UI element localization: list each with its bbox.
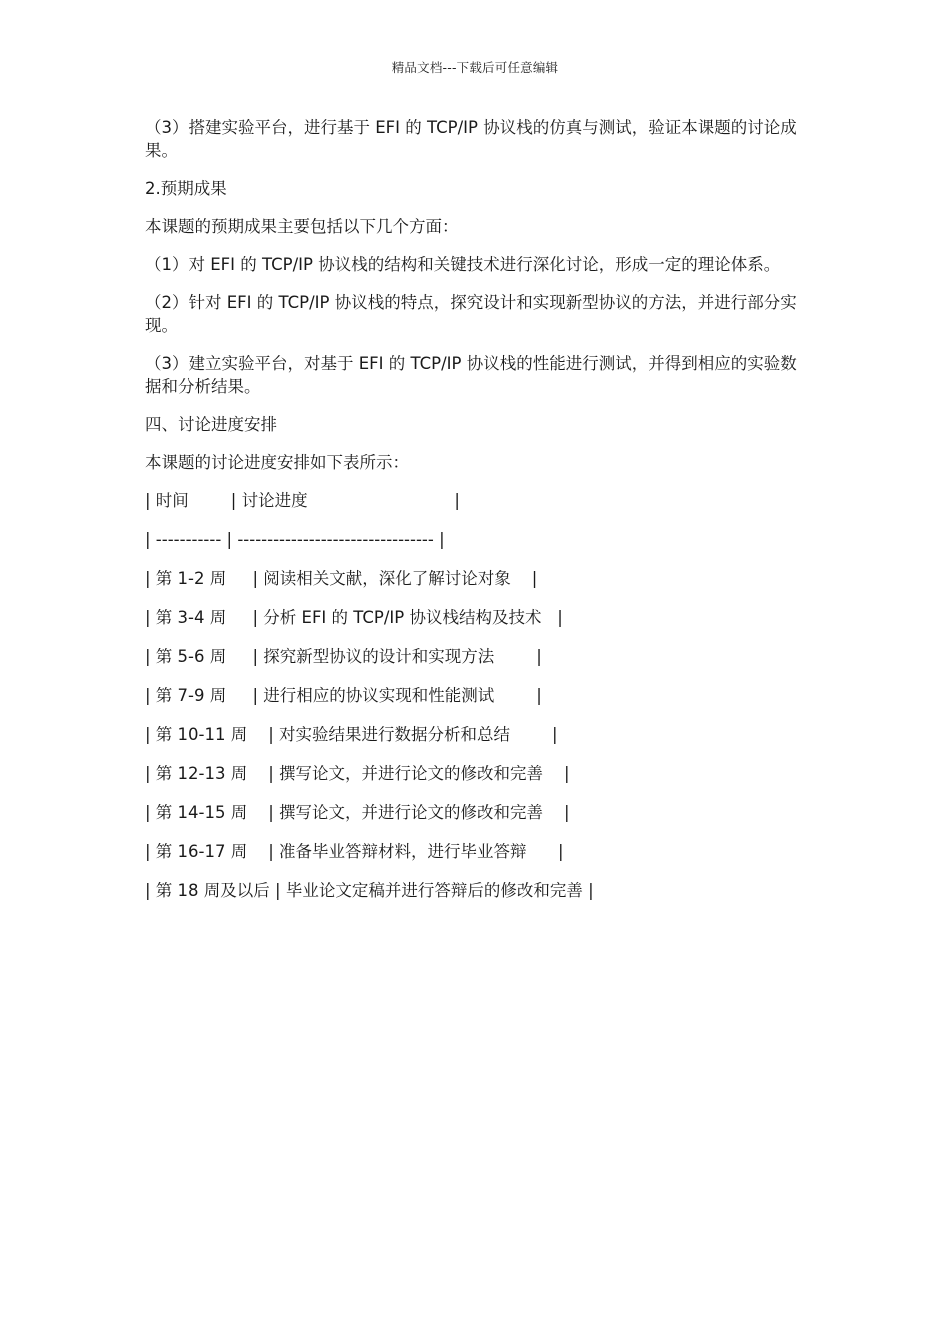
table-row: | 第 7-9 周 | 进行相应的协议实现和性能测试 |: [145, 686, 542, 705]
table-row: | 第 14-15 周 | 撰写论文，并进行论文的修改和完善 |: [145, 803, 570, 822]
table-row: | 时间 | 讨论进度 |: [145, 491, 460, 510]
section-heading-schedule: 四、讨论进度安排: [145, 415, 277, 434]
table-row: | 第 16-17 周 | 准备毕业答辩材料，进行毕业答辩 |: [145, 842, 564, 861]
paragraph-step-3: （3）搭建实验平台，进行基于 EFI 的 TCP/IP 协议栈的仿真与测试，验证本课题的讨论成果。: [145, 118, 797, 160]
table-row: | 第 5-6 周 | 探究新型协议的设计和实现方法 |: [145, 647, 542, 666]
paragraph-result-3: （3）建立实验平台，对基于 EFI 的 TCP/IP 协议栈的性能进行测试，并得到相应的实验数据和分析结果。: [145, 354, 797, 396]
table-row: | 第 3-4 周 | 分析 EFI 的 TCP/IP 协议栈结构及技术 |: [145, 608, 563, 627]
section-heading-expected-results: 2.预期成果: [145, 179, 227, 198]
page-header: 精品文档---下载后可任意编辑: [391, 60, 559, 75]
table-row: | 第 10-11 周 | 对实验结果进行数据分析和总结 |: [145, 725, 558, 744]
paragraph-result-1: （1）对 EFI 的 TCP/IP 协议栈的结构和关键技术进行深化讨论，形成一定的理论体系。: [145, 255, 781, 274]
table-row: | 第 1-2 周 | 阅读相关文献，深化了解讨论对象 |: [145, 569, 538, 588]
document-body: [145, 116, 810, 918]
schedule-table: [145, 489, 810, 918]
table-row: | 第 12-13 周 | 撰写论文，并进行论文的修改和完善 |: [145, 764, 570, 783]
paragraph-expected-intro: 本课题的预期成果主要包括以下几个方面：: [145, 217, 459, 236]
table-row: | ----------- | --------------------------------- |: [145, 530, 445, 549]
table-row: | 第 18 周及以后 | 毕业论文定稿并进行答辩后的修改和完善 |: [145, 881, 594, 900]
paragraph-schedule-intro: 本课题的讨论进度安排如下表所示：: [145, 453, 409, 472]
paragraph-result-2: （2）针对 EFI 的 TCP/IP 协议栈的特点，探究设计和实现新型协议的方法，并进行部分实现。: [145, 293, 797, 335]
